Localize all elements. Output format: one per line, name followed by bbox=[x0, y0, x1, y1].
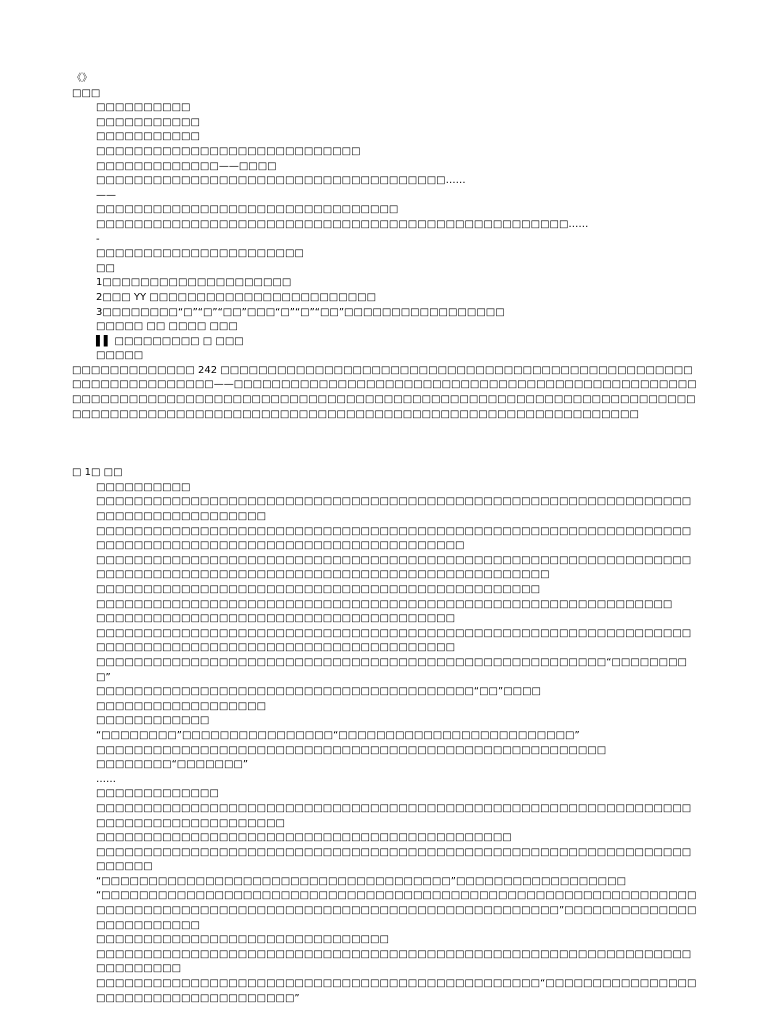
text-line: □□□□□□□□□□□□□□□□□□□□□□□□□□□□□□□ bbox=[96, 934, 389, 946]
text-line: 《》 bbox=[72, 73, 92, 84]
text-line: □□□□□□□□□□ bbox=[96, 102, 191, 114]
text-line: □□□□□□□□□□□□□□□□□□□□□□□□□□□□□□□□□□□□□□□□□□□□□□□□□□□□□□□□□□□□□□□□□□□□□□□□□□□□□□□□□□□□□□□□□□□□□□□□□□□□□□□□□□□□□□□ bbox=[96, 554, 692, 581]
text-line: □□□□□□□□□□□□□□□□□□□□□□□□□□□□□□□□□□□□□□□□“□□”□□□□ bbox=[96, 686, 541, 698]
intro-paragraph: □□□□□□□□□□□□□ 242 □□□□□□□□□□□□□□□□□□□□□□□□□□□□□□□□□□□□□□□□□□□□□□□□□□□□□□□□□□□□□□□□□——□□□□□□□□□□□□□□□□□□□□□□□□□□□□□□□□□□□□□□□□□□□□□□□□□□□□□□□□□□□□□□□□□□□□□□□□□□□□□□□□□□□□□□□□□□□□□□□□□□□□□□□□□□□□□□□□□□□□□□□□□□□□□□□□□□□□□□□□□□□□□□□□□□□□□□□□□□□□□□□□□□□□□□□□□□□□□□□ bbox=[72, 364, 697, 420]
text-line: □□□□□□□□□□□□□□□□□□□□□□□□□□□□□□□□□□□□□□□□□□□□□□□□□□□□□□□□□□□□□ bbox=[96, 598, 673, 610]
text-line: □□□□□□□□□□□□□□□□□□□□□□□□□□□□□□□□□□□□□□□□□□□□□□□□□□…… bbox=[96, 218, 589, 230]
text-line: □□□□□□□□□□□□□□□□□□□□□□ bbox=[96, 248, 304, 260]
text-line: □□□□□□□□□□□ bbox=[96, 116, 200, 128]
text-line: …… bbox=[96, 773, 116, 785]
front-matter bbox=[72, 72, 698, 364]
chapter-body bbox=[72, 481, 698, 1006]
text-line: - bbox=[96, 233, 100, 245]
text-line: □□□□□□□□□□□□□□□□□□□□□□□□□□□□□□□□□□□□□□ bbox=[96, 613, 456, 625]
text-line: □□□□□□□□□□□□□□□□□□□□□□□□□□□□□□□□□□□□□□□□□□□□ bbox=[96, 832, 512, 844]
text-line: □□□□□ □□ □□□□ □□□ bbox=[96, 321, 238, 333]
text-line: □□□□□□□□□□□□□□□□□□ bbox=[96, 700, 267, 712]
text-line: ▌▌ □□□□□□□□□ □ □□□ bbox=[96, 335, 244, 347]
section-gap bbox=[72, 422, 698, 466]
text-line: □□□□□□□□□□□□□ bbox=[96, 788, 219, 800]
text-line: □□□□□□□□□□□□□□□□□□□□□□□□□□□□□□□□ bbox=[96, 204, 399, 216]
text-line: □□□□□□□□□□□□□□□□□□□□□□□□□□□□□□□□□□□□□…… bbox=[96, 175, 466, 187]
text-line: □□□□□□□□□□□□□□□□□□□□□□□□□□□□□□□□□□□□□□□□□□□□□□□□□□□□□□“□□□□□□□□□” bbox=[96, 656, 687, 683]
text-line: □□□□□□□□□□ bbox=[96, 481, 191, 493]
text-line: □□ bbox=[96, 262, 115, 274]
text-line: □□□□□□□□□□□ bbox=[96, 131, 200, 143]
text-line: □□□□□□□□□□□□□□□□□□□□□□□□□□□□□□□□□□□□□□□□□□□□□□□□□□□□□□□□□□□□□□□□□□□□□□□□□□□□□□□□□□□ bbox=[96, 802, 692, 829]
text-line: □□□ bbox=[72, 87, 101, 99]
text-line: □□□□□□□□□□□□□□□□□□□□□□□□□□□□□□□□□□□□□□□□□□□□□□□□□□□□□□□□□□□□□□□□□□□□□□□□□□□□□□□□□ bbox=[96, 496, 692, 523]
text-line: “□□□□□□□□□□□□□□□□□□□□□□□□□□□□□□□□□□□□□”□□□□□□□□□□□□□□□□□□ bbox=[96, 875, 627, 887]
text-line: □□□□□□□□□□□□□□□□□□□□□□□□□□□□□□□□□□□□□□□□□□□□□□□ bbox=[96, 584, 541, 596]
text-line: □□□□□□□□□□□□□□□□□□□□□□□□□□□□□□□□□□□□□□□□□□□□□□□□□□□□□□□□□□□□□□□□□□□□□□□□ bbox=[96, 948, 692, 975]
text-line: □□□□□□□□□□□□□□□□□□□□□□□□□□□□□□□□□□□□□□□□□□□□□□□□□□□□□□□□□□□□□□□□□□□□□□□□□□□□□□□□□□□□□□□□□□□□□□□□□□□□□□ bbox=[96, 525, 692, 552]
text-line: □□□□□□□□□□□□□□□□□□□□□□□□□□□□□□□□□□□□□□□□□□□□□□□□□□□□□□□□□□□□□□□□□□□□□ bbox=[96, 846, 692, 873]
text-line: 1□□□□□□□□□□□□□□□□□□□□ bbox=[96, 277, 292, 289]
chapter-heading: □ 1□ □□ bbox=[72, 467, 123, 479]
text-line: 2□□□ YY □□□□□□□□□□□□□□□□□□□□□□□□ bbox=[96, 291, 377, 303]
text-line: □□□□□□□□□□□□□□□□□□□□□□□□□□□□□□□□□□□□□□□□□□□□□□□□□□□□□□□□□□□□□□□□□□□□□□□□□□□□□□□□□□□□□□□□□□□□□□□□□□□□□ bbox=[96, 627, 692, 654]
text-line: □□□□□ bbox=[96, 350, 144, 362]
text-line: “□□□□□□□□□□□□□□□□□□□□□□□□□□□□□□□□□□□□□□□□□□□□□□□□□□□□□□□□□□□□□□□□□□□□□□□□□□□□□□□□□□□□□□□□□□□□□□□□□□□□□□□□□□□□□□□□”□□□□□□□□□□□□□□□□□□□□□□□□□ bbox=[96, 890, 697, 931]
text-line: □□□□□□□□□□□□ bbox=[96, 715, 210, 727]
text-line: □□□□□□□□□□□□□——□□□□ bbox=[96, 160, 277, 172]
document-page bbox=[72, 72, 698, 1006]
text-line: “□□□□□□□□”□□□□□□□□□□□□□□□□“□□□□□□□□□□□□□□□□□□□□□□□□□” bbox=[96, 729, 580, 741]
text-line: —— bbox=[96, 189, 116, 201]
text-line: □□□□□□□□□□□□□□□□□□□□□□□□□□□□□□□□□□□□□□□□□□□□□□□“□□□□□□□□□□□□□□□□□□□□□□□□□□□□□□□□□□□□□” bbox=[96, 978, 697, 1004]
text-line: □□□□□□□□“□□□□□□□” bbox=[96, 759, 249, 771]
text-line: □□□□□□□□□□□□□□□□□□□□□□□□□□□□□□□□□□□□□□□□□□□□□□□□□□□□□□ bbox=[96, 744, 607, 756]
text-line: 3□□□□□□□□“□”“□”“□□”□□□“□”“□”“□□”□□□□□□□□□□□□□□□□□ bbox=[96, 306, 505, 318]
text-line: □□□□□□□□□□□□□□□□□□□□□□□□□□□□ bbox=[96, 145, 361, 157]
